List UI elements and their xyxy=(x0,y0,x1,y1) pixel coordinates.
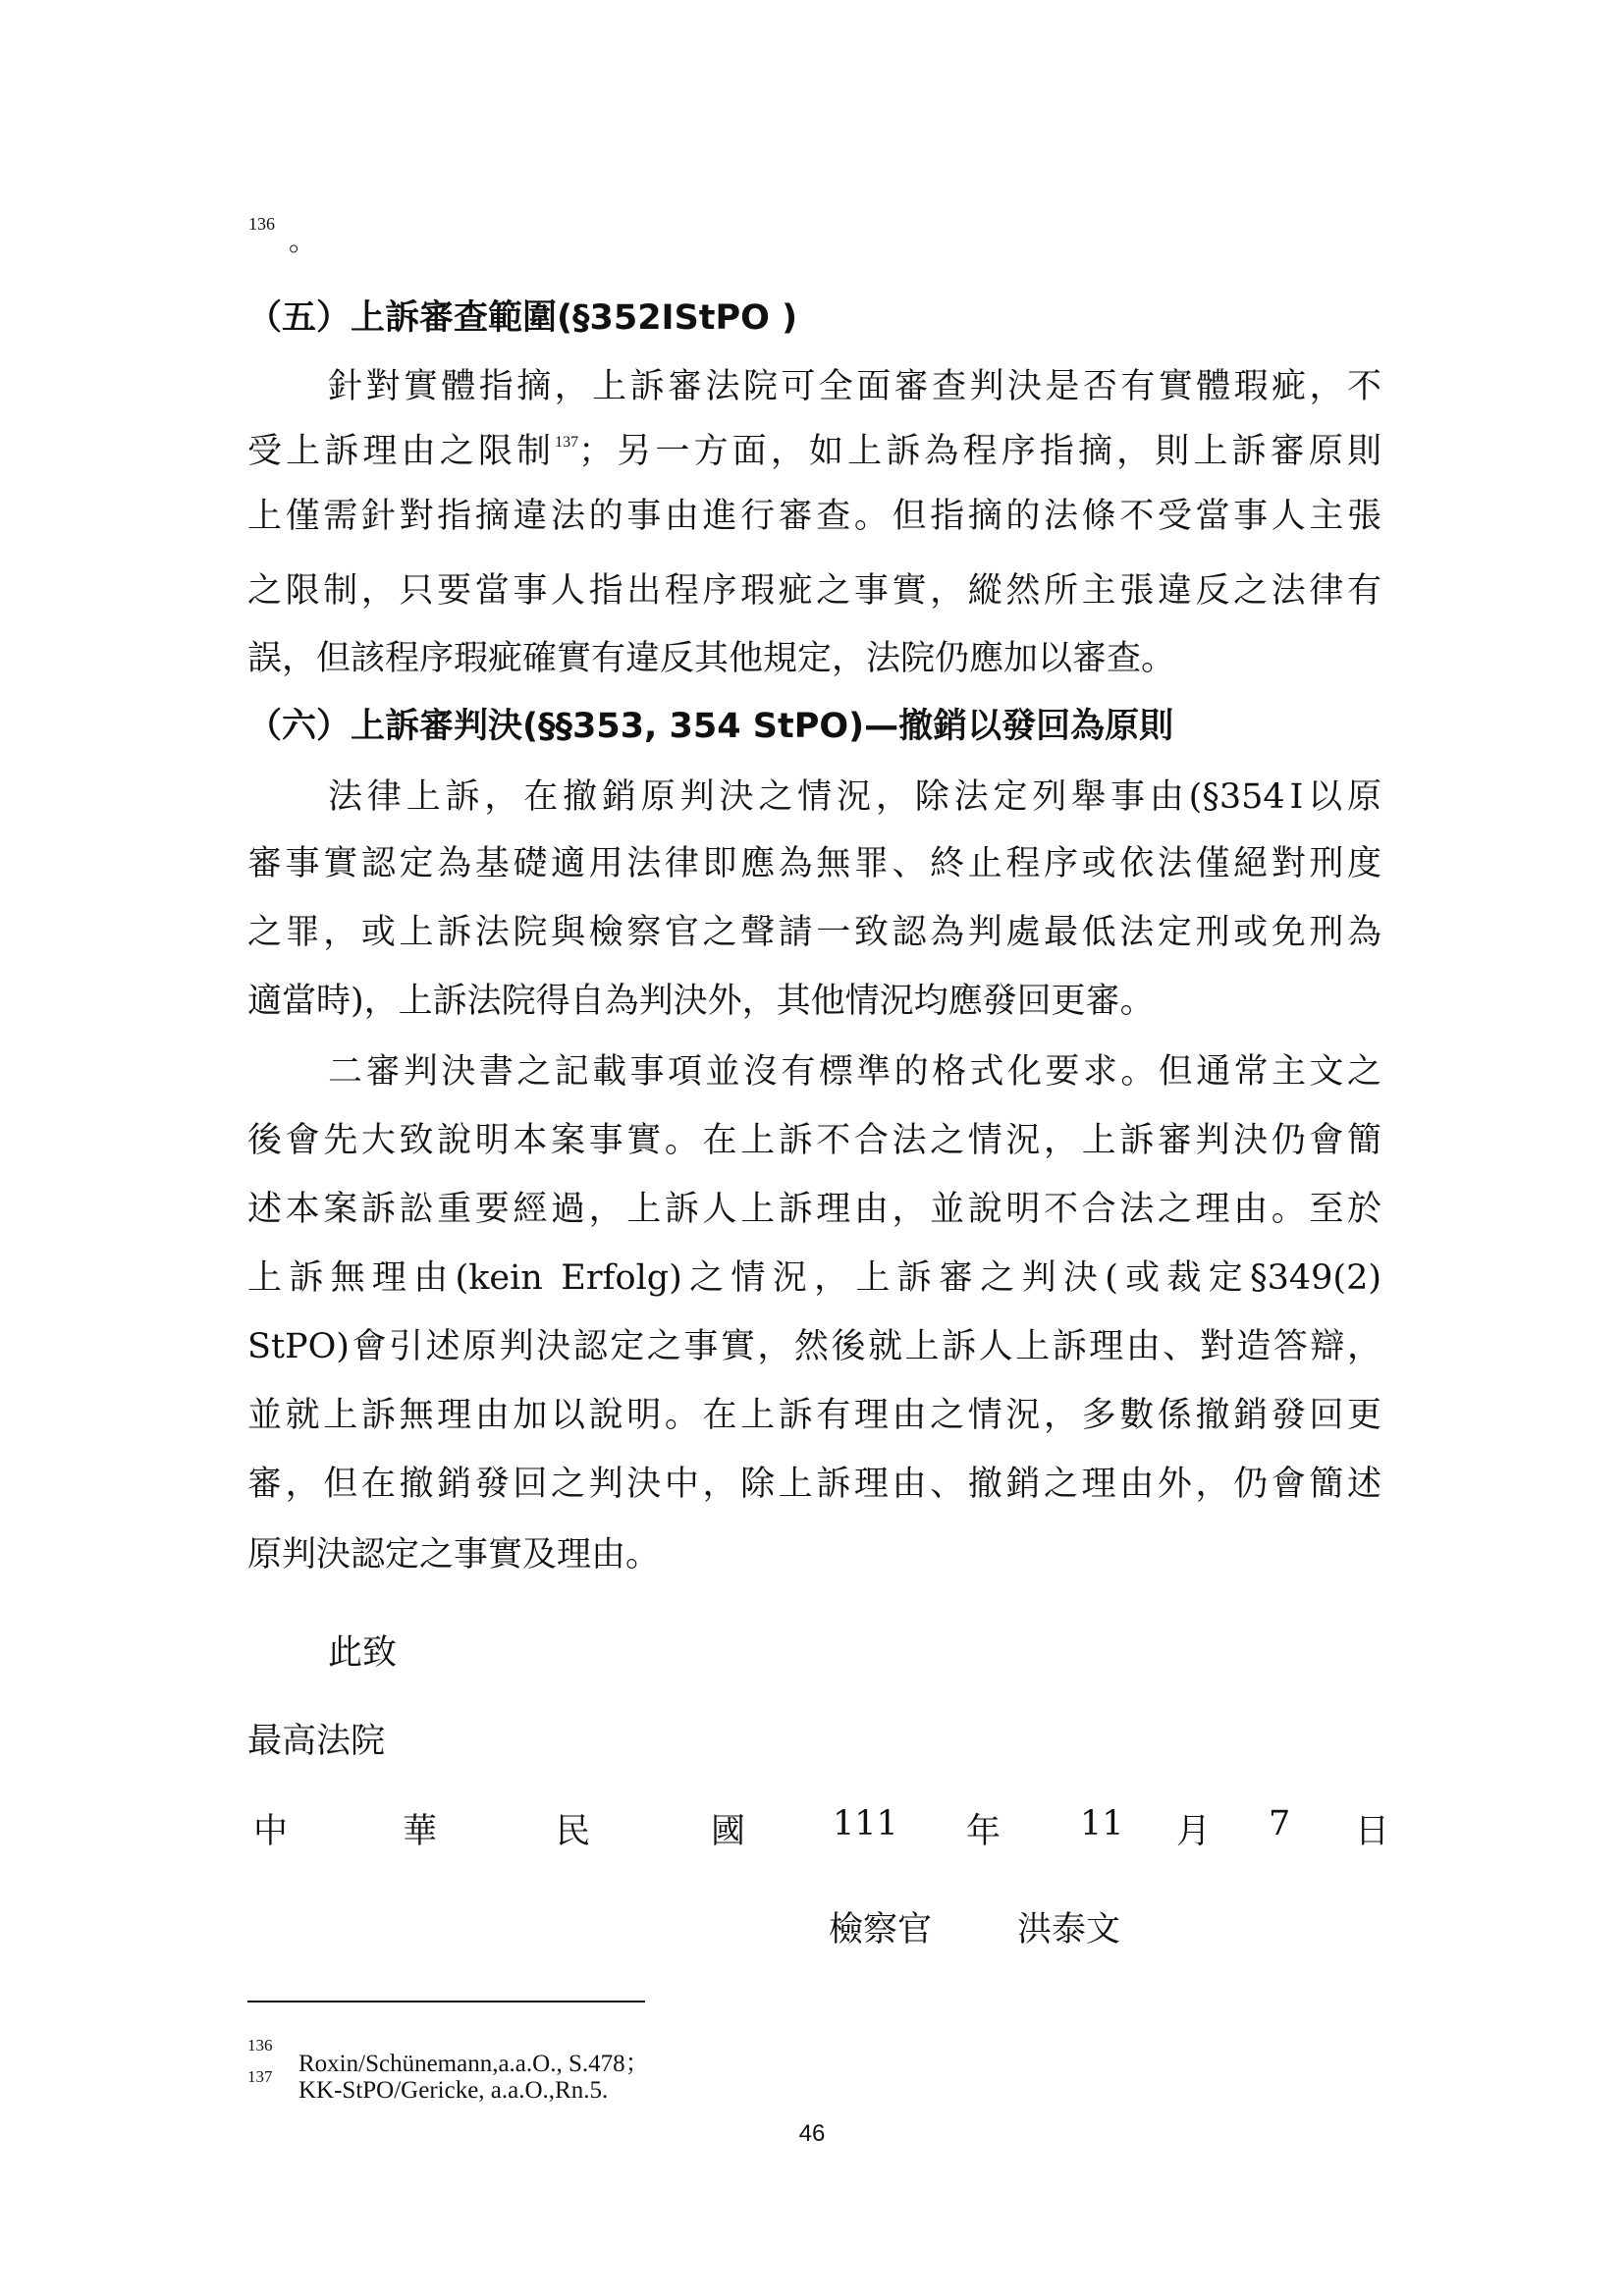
paragraph-line: 審，但在撤銷發回之判決中，除上訴理由、撤銷之理由外，仍會簡述 xyxy=(247,1465,1381,1504)
date-char: 中 xyxy=(253,1812,289,1851)
paragraph-line xyxy=(247,424,1381,473)
date-char: 華 xyxy=(403,1812,438,1851)
footnote-text: KK-StPO/Gericke, a.a.O.,Rn.5. xyxy=(298,2077,609,2104)
footnote-ref-137: 137 xyxy=(555,434,579,451)
date-day: 7 xyxy=(1269,1804,1291,1843)
section-heading-five: （五）上訴審查範圍(§352ⅠStPO ) xyxy=(247,298,798,338)
signer-title: 檢察官 xyxy=(829,1910,933,1949)
paragraph-line: 誤，但該程序瑕疵確實有違反其他規定，法院仍應加以審查。 xyxy=(247,639,1176,678)
paragraph-line: 之罪，或上訴法院與檢察官之聲請一致認為判處最低法定刑或免刑為 xyxy=(247,913,1381,952)
date-char: 民 xyxy=(556,1812,591,1851)
footnote-text: Roxin/Schünemann,a.a.O., S.478； xyxy=(298,2051,650,2077)
section-heading-six: （六）上訴審判決(§§353, 354 StPO)—撤銷以發回為原則 xyxy=(247,707,1174,746)
paragraph-line: 述本案訴訟重要經過，上訴人上訴理由，並說明不合法之理由。至於 xyxy=(247,1190,1381,1229)
paragraph-line: 原判決認定之事實及理由。 xyxy=(247,1535,661,1575)
footnote-number: 136 xyxy=(247,2036,273,2055)
date-month: 11 xyxy=(1080,1804,1124,1843)
footnote-ref-136-top: 136 xyxy=(248,214,275,234)
date-year: 111 xyxy=(833,1804,898,1843)
paragraph-line: 二審判決書之記載事項並沒有標準的格式化要求。但通常主文之 xyxy=(328,1052,1381,1092)
paragraph-line: 上僅需針對指摘違法的事由進行審查。但指摘的法條不受當事人主張 xyxy=(247,497,1381,536)
paragraph-line: 上訴無理由(kein Erfolg)之情況，上訴審之判決(或裁定§349(2) xyxy=(247,1258,1381,1298)
text-segment: ；另一方面，如上訴為程序指摘，則上訴審原則 xyxy=(578,432,1381,471)
paragraph-line: StPO)會引述原判決認定之事實，然後就上訴人上訴理由、對造答辯， xyxy=(247,1327,1381,1366)
paragraph-line: 適當時)，上訴法院得自為判決外，其他情況均應發回更審。 xyxy=(247,982,1155,1021)
date-char: 月 xyxy=(1176,1812,1212,1851)
footnote-separator xyxy=(247,2001,645,2002)
date-char: 國 xyxy=(711,1812,746,1851)
signer-name: 洪泰文 xyxy=(1017,1910,1121,1949)
salutation: 此致 xyxy=(328,1633,398,1673)
text-segment: 受上訴理由之限制 xyxy=(247,432,556,471)
date-char: 年 xyxy=(966,1812,1001,1851)
paragraph-line: 之限制，只要當事人指出程序瑕疵之事實，縱然所主張違反之法律有 xyxy=(247,571,1381,611)
date-char: 日 xyxy=(1355,1812,1390,1851)
paragraph-line: 審事實認定為基礎適用法律即應為無罪、終止程序或依法僅絕對刑度 xyxy=(247,844,1381,883)
paragraph-line: 後會先大致說明本案事實。在上訴不合法之情況，上訴審判決仍會簡 xyxy=(247,1121,1381,1160)
paragraph-line: 法律上訴，在撤銷原判決之情況，除法定列舉事由(§354Ⅰ以原 xyxy=(328,777,1381,817)
page-number: 46 xyxy=(798,2120,826,2147)
recipient: 最高法院 xyxy=(247,1722,386,1761)
paragraph-line: 並就上訴無理由加以說明。在上訴有理由之情況，多數係撤銷發回更 xyxy=(247,1396,1381,1435)
period-mark: 。 xyxy=(289,225,317,257)
footnote-number: 137 xyxy=(247,2067,273,2086)
paragraph-line: 針對實體指摘，上訴審法院可全面審查判決是否有實體瑕疵，不 xyxy=(328,367,1381,406)
